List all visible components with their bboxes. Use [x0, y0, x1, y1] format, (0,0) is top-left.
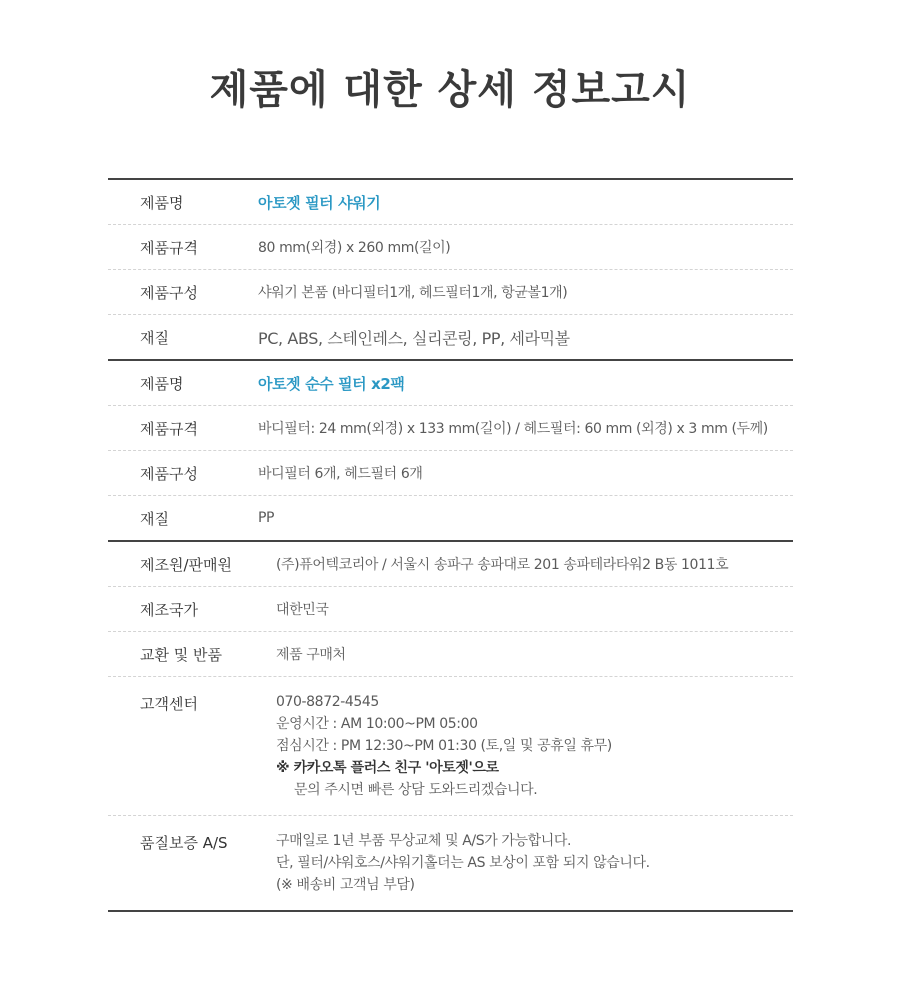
row-value: 80 mm(외경) x 260 mm(길이)	[258, 240, 451, 256]
row-label: 재질	[140, 328, 169, 347]
row-label: 제품규격	[140, 419, 198, 438]
row-label: 제품구성	[140, 283, 198, 302]
manufacturer-value: (주)퓨어텍코리아 / 서울시 송파구 송파대로 201 송파테라타워2 B동 1011호	[276, 557, 729, 573]
table-row	[108, 315, 793, 359]
product-name: 아토젯 순수 필터 x2팩	[258, 374, 405, 393]
row-label: 재질	[140, 509, 169, 528]
row-value: 바디필터 6개, 헤드필터 6개	[258, 466, 423, 482]
table-row	[108, 180, 793, 225]
row-label: 제품구성	[140, 464, 198, 483]
spec-table	[108, 178, 793, 912]
row-label: 품질보증 A/S	[140, 834, 228, 852]
row-label: 제조국가	[140, 600, 198, 619]
table-row	[108, 496, 793, 540]
table-row	[108, 542, 793, 587]
product-section-filter	[108, 361, 793, 542]
row-label: 교환 및 반품	[140, 645, 222, 664]
table-row	[108, 406, 793, 451]
warranty-value	[276, 830, 650, 896]
table-row	[108, 361, 793, 406]
table-row	[108, 451, 793, 496]
kakao-note: 문의 주시면 빠른 상담 도와드리겠습니다.	[294, 782, 538, 798]
company-info-section	[108, 542, 793, 912]
warranty-line: 단, 필터/샤워호스/샤워기홀더는 AS 보상이 포함 되지 않습니다.	[276, 855, 650, 871]
table-row	[108, 816, 793, 910]
exchange-value: 제품 구매처	[276, 647, 346, 663]
row-label: 제품규격	[140, 238, 198, 257]
warranty-line: (※ 배송비 고객님 부담)	[276, 877, 415, 893]
lunch-hours: 점심시간 : PM 12:30~PM 01:30 (토,일 및 공휴일 휴무)	[276, 738, 612, 754]
page-title: 제품에 대한 상세 정보고시	[209, 67, 691, 113]
row-label: 고객센터	[140, 695, 198, 713]
row-label: 제품명	[140, 193, 184, 212]
row-label: 제조원/판매원	[140, 555, 232, 574]
product-section-shower	[108, 180, 793, 361]
phone-number: 070-8872-4545	[276, 694, 379, 710]
table-row	[108, 225, 793, 270]
operating-hours: 운영시간 : AM 10:00~PM 05:00	[276, 716, 478, 732]
table-row	[108, 632, 793, 677]
row-label: 제품명	[140, 374, 184, 393]
row-value: PC, ABS, 스테인레스, 실리콘링, PP, 세라믹볼	[258, 328, 570, 348]
table-row	[108, 270, 793, 315]
kakao-notice: ※ 카카오톡 플러스 친구 '아토젯'으로	[276, 760, 499, 776]
product-name: 아토젯 필터 샤워기	[258, 193, 381, 212]
customer-center-value	[276, 691, 612, 801]
country-value: 대한민국	[276, 602, 329, 618]
row-value: 바디필터: 24 mm(외경) x 133 mm(길이) / 헤드필터: 60 mm (외경) x 3 mm (두께)	[258, 421, 768, 437]
table-row	[108, 677, 793, 816]
row-value: PP	[258, 510, 275, 526]
warranty-line: 구매일로 1년 부품 무상교체 및 A/S가 가능합니다.	[276, 833, 572, 849]
row-value: 샤워기 본품 (바디필터1개, 헤드필터1개, 항균볼1개)	[258, 285, 568, 301]
table-row	[108, 587, 793, 632]
